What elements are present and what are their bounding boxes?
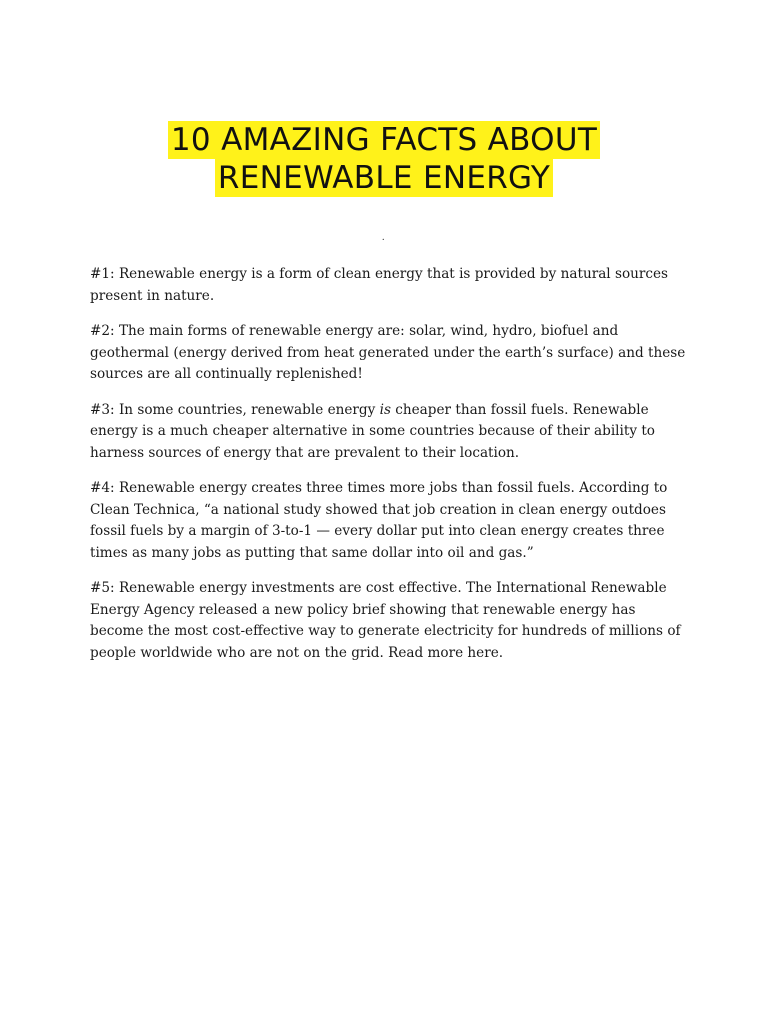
fact-paragraph-1: #1: Renewable energy is a form of clean energy that is provided by natural sources present in nature. (90, 266, 669, 304)
title-line-1: 10 AMAZING FACTS ABOUT (168, 121, 600, 159)
title-line-2: RENEWABLE ENERGY (215, 159, 553, 197)
fact-3-emphasis: is (379, 401, 391, 418)
document-body (90, 264, 690, 678)
fact-paragraph-2: #2: The main forms of renewable energy are: solar, wind, hydro, biofuel and geothermal (energy derived from heat generated under the earth’s surface) and these sources are all continually replenished! (90, 323, 686, 382)
fact-3-text-after: cheaper than fossil fuels. Renewable energy is a much cheaper alternative in some countries because of their ability to harness sources of energy that are prevalent to their location. (90, 401, 655, 461)
fact-paragraph-5: #5: Renewable energy investments are cost effective. The International Renewable Energy Agency released a new policy brief showing that renewable energy has become the most cost-effective way to generate electricity for hundreds of millions of people worldwide who are not on the grid. Read more here. (90, 580, 681, 661)
fact-3-text-before: #3: In some countries, renewable energy (90, 401, 380, 418)
separator-dot: . (382, 232, 385, 243)
fact-paragraph-3 (90, 400, 690, 465)
fact-paragraph-4: #4: Renewable energy creates three times more jobs than fossil fuels. According to Clean Technica, “a national study showed that job creation in clean energy outdoes fossil fuels by a margin of 3-to-1 — every dollar put into clean energy creates three times as many jobs as putting that same dollar into oil and gas.” (90, 480, 668, 561)
document-title (0, 121, 768, 197)
